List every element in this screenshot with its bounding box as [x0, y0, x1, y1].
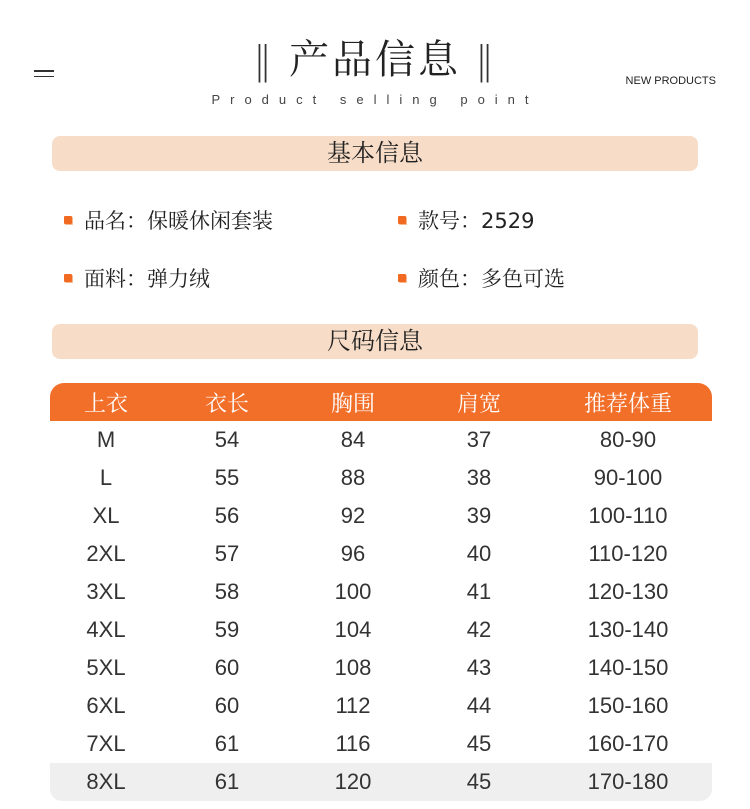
table-cell: 108	[334, 655, 372, 680]
table-row	[50, 687, 712, 725]
table-cell: 42	[466, 617, 492, 642]
table-cell: 88	[340, 465, 366, 490]
title-text: 产品信息	[289, 37, 461, 83]
table-cell: 6XL	[86, 693, 126, 718]
bullet-icon	[398, 274, 406, 282]
table-row	[50, 497, 712, 535]
table-cell: 160-170	[587, 731, 669, 756]
title-bar-right: ‖	[475, 38, 497, 82]
table-cell: 58	[214, 579, 240, 604]
bullet-icon	[398, 216, 406, 224]
table-row	[50, 535, 712, 573]
table-cell: 140-150	[587, 655, 669, 680]
table-cell: 130-140	[587, 617, 669, 642]
bullet-icon	[64, 216, 72, 224]
table-cell: 3XL	[86, 579, 126, 604]
table-cell: 56	[214, 503, 240, 528]
header-shoulder: 肩宽	[414, 383, 544, 421]
table-cell: 100	[334, 579, 372, 604]
table-cell: 38	[466, 465, 492, 490]
table-row	[50, 649, 712, 687]
table-cell: 96	[340, 541, 366, 566]
table-cell: 104	[334, 617, 372, 642]
bullet-icon	[64, 274, 72, 282]
table-cell: 61	[214, 731, 240, 756]
table-cell: 41	[466, 579, 492, 604]
table-cell: 120-130	[587, 579, 669, 604]
table-cell: 84	[340, 427, 366, 452]
table-cell: M	[96, 427, 116, 452]
header-weight: 推荐体重	[544, 383, 712, 421]
title-bar-left: ‖	[253, 38, 275, 82]
info-color	[398, 263, 565, 293]
table-cell: 60	[214, 693, 240, 718]
table-header-row	[50, 383, 712, 421]
header-top: 上衣	[50, 383, 162, 421]
table-cell: 43	[466, 655, 492, 680]
table-cell: 100-110	[588, 503, 668, 528]
section-basic-info: 基本信息	[52, 136, 698, 171]
size-table	[50, 383, 712, 801]
table-cell: 59	[214, 617, 240, 642]
table-row	[50, 611, 712, 649]
table-row	[50, 573, 712, 611]
table-row	[50, 459, 712, 497]
table-cell: 170-180	[544, 763, 712, 801]
table-cell: 116	[335, 731, 371, 756]
table-row	[50, 421, 712, 459]
table-row	[50, 763, 712, 801]
table-cell: 8XL	[50, 763, 162, 801]
table-cell: 45	[414, 763, 544, 801]
table-cell: 80-90	[599, 427, 657, 452]
table-cell: 150-160	[587, 693, 669, 718]
info-style-number	[398, 205, 534, 235]
table-row	[50, 725, 712, 763]
table-cell: 60	[214, 655, 240, 680]
table-cell: 5XL	[86, 655, 126, 680]
info-fabric-text: 面料：弹力绒	[84, 267, 210, 291]
section-size-info: 尺码信息	[52, 324, 698, 359]
table-cell: 37	[466, 427, 492, 452]
table-cell: 54	[214, 427, 240, 452]
header-chest: 胸围	[292, 383, 414, 421]
info-product-name	[64, 205, 273, 235]
table-cell: XL	[92, 503, 120, 528]
table-cell: 92	[340, 503, 366, 528]
table-cell: 110-120	[588, 541, 668, 566]
table-cell: 44	[466, 693, 492, 718]
info-product-name-text: 品名：保暖休闲套装	[84, 209, 273, 233]
table-cell: 45	[466, 731, 492, 756]
subtitle: Product selling point	[211, 92, 539, 107]
info-color-text: 颜色：多色可选	[418, 267, 565, 291]
table-cell: 120	[292, 763, 414, 801]
table-cell: 57	[214, 541, 240, 566]
table-cell: 39	[466, 503, 492, 528]
table-cell: L	[99, 465, 113, 490]
table-cell: 40	[466, 541, 492, 566]
header-length: 衣长	[162, 383, 292, 421]
info-style-number-text: 款号：2529	[418, 209, 535, 233]
table-cell: 7XL	[86, 731, 126, 756]
table-cell: 55	[214, 465, 240, 490]
table-cell: 61	[162, 763, 292, 801]
new-products-label: NEW PRODUCTS	[625, 75, 716, 87]
table-cell: 4XL	[86, 617, 126, 642]
table-cell: 2XL	[86, 541, 126, 566]
table-cell: 90-100	[593, 465, 663, 490]
info-fabric	[64, 263, 210, 293]
table-cell: 112	[335, 693, 371, 718]
